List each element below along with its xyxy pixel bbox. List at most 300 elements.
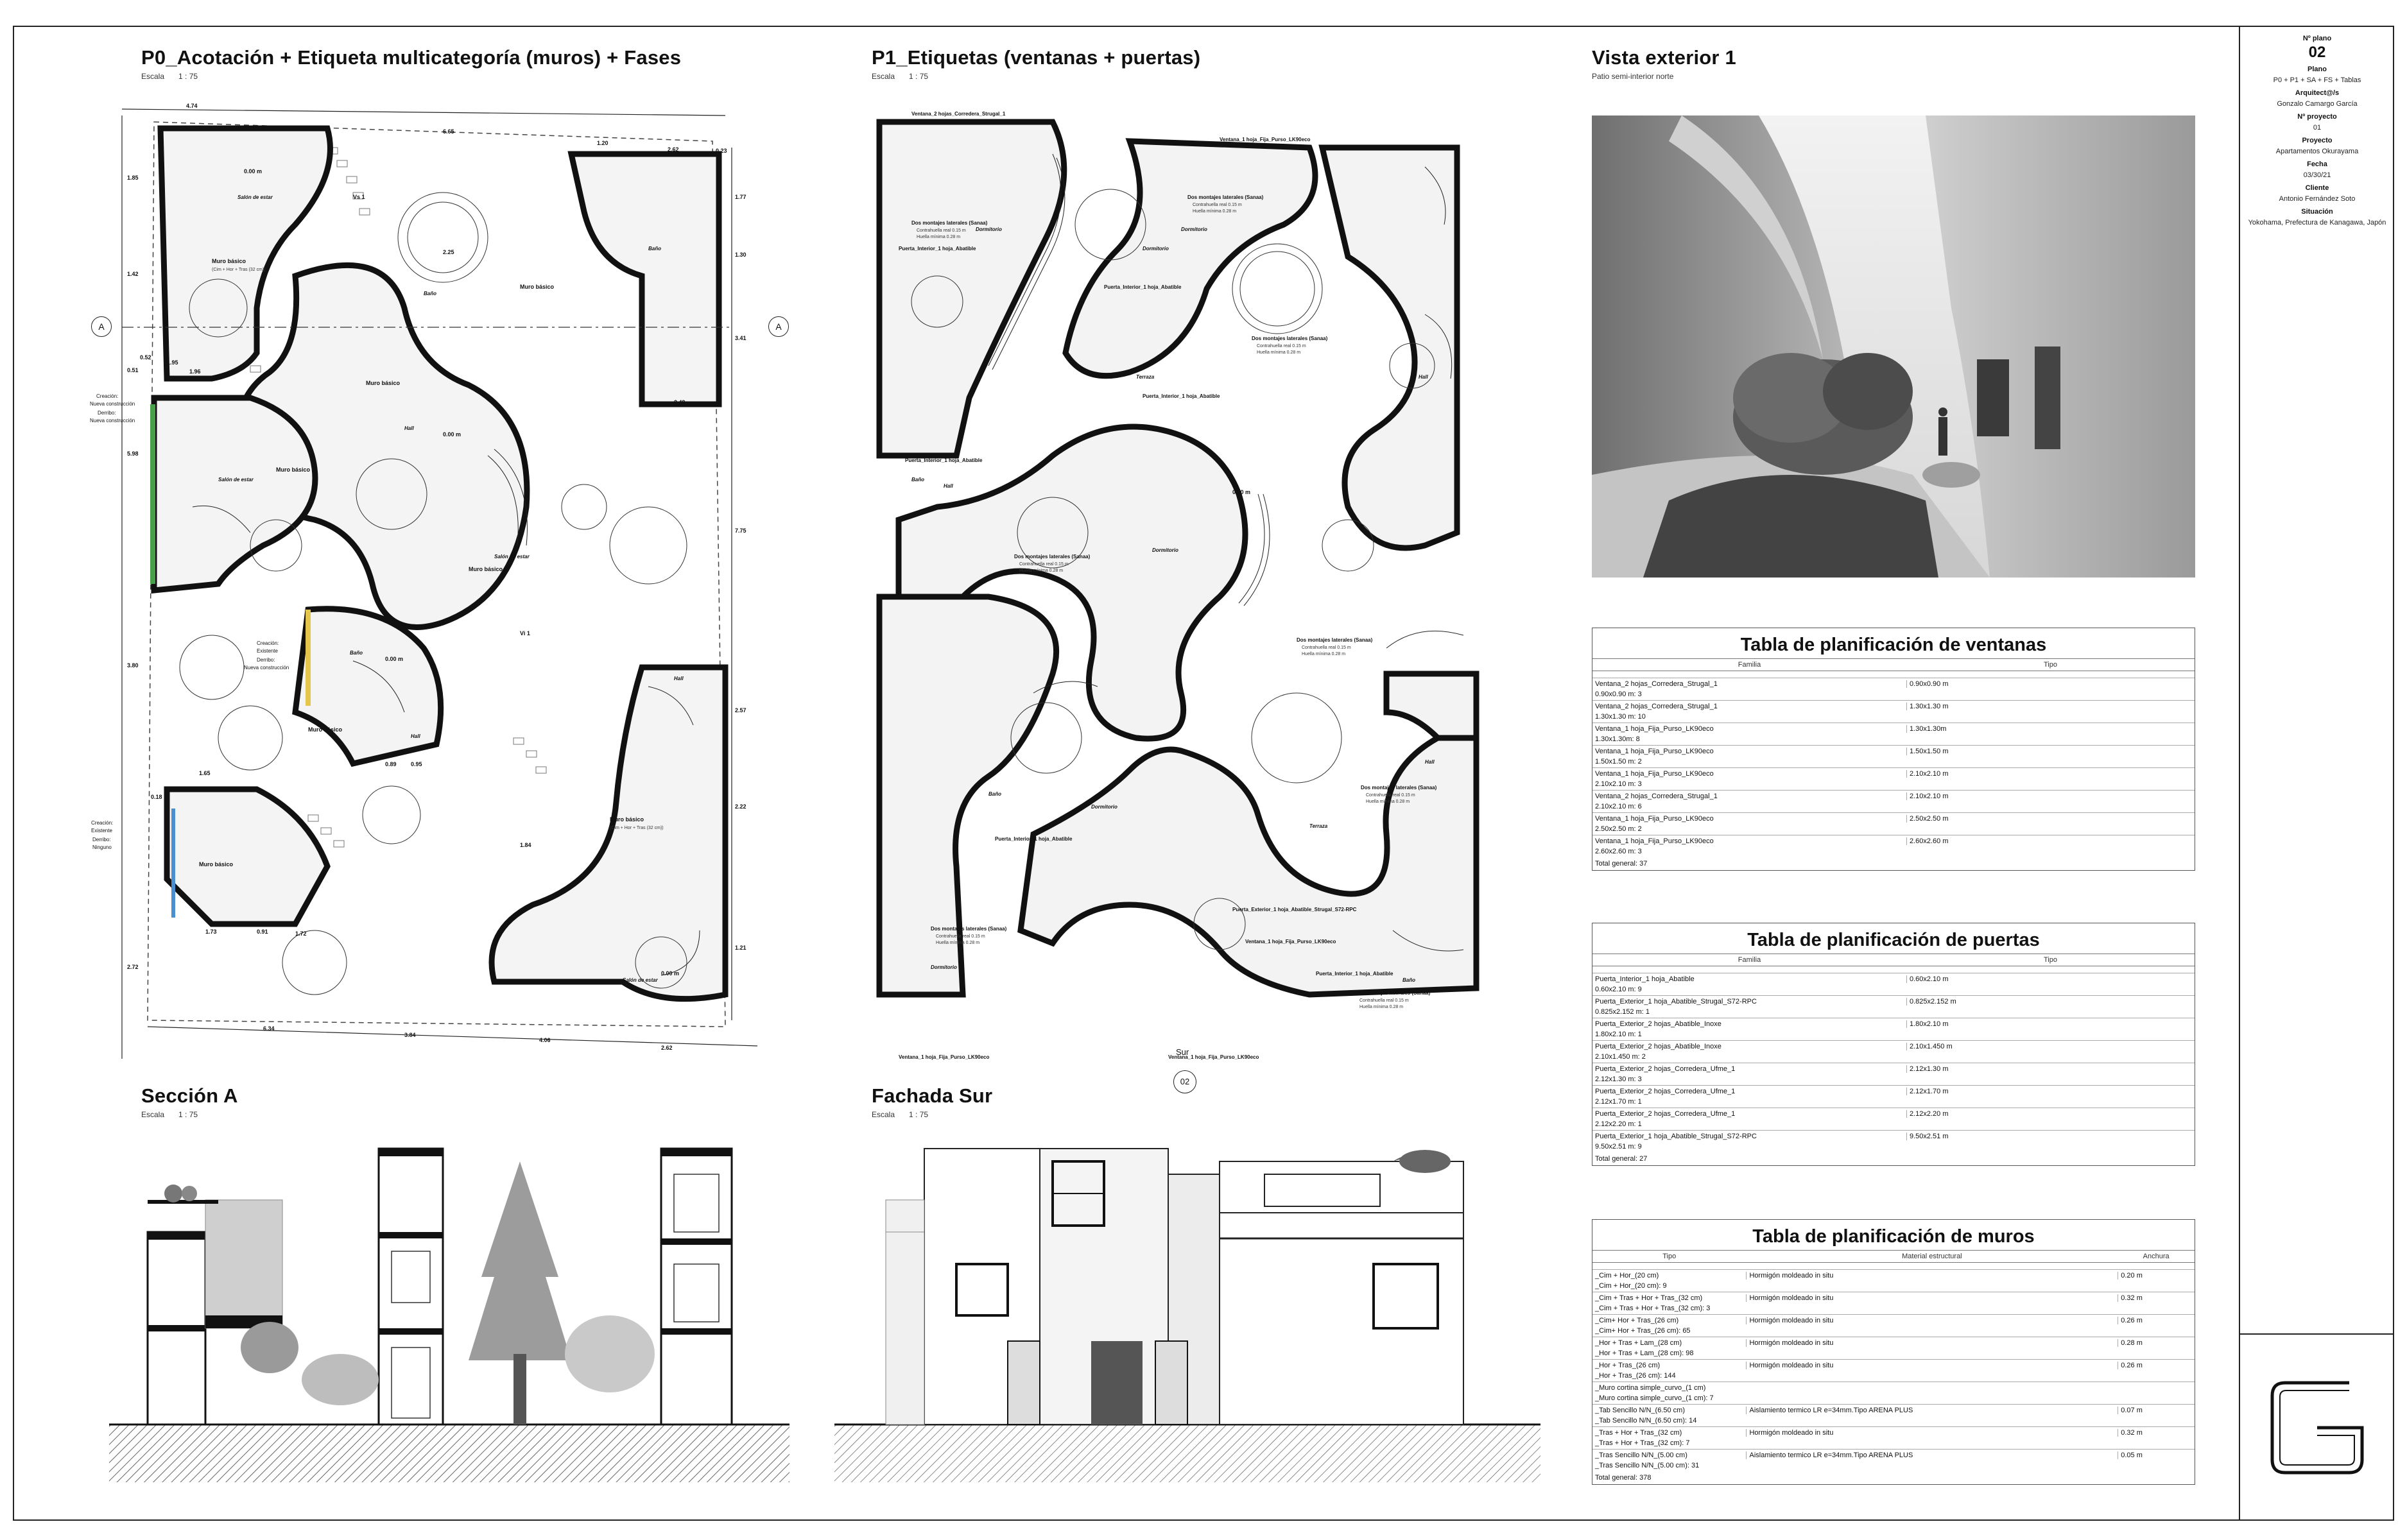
muros-cell-material: Hormigón moldeado in situ [1746,1272,2118,1279]
p1-stair-sub-7a: Contrahuella real 0.15 m [936,934,985,939]
section-marker-right[interactable]: A [768,316,789,337]
p0-dim: 4.74 [186,103,198,109]
muros-row [1592,1382,2195,1393]
tb-situacion-value: Yokohama, Prefectura de Kanagawa, Japón [2248,219,2386,227]
p0-dim: 3.41 [735,335,746,341]
p0-dim: 2.25 [443,249,454,255]
p1-header [872,46,1200,81]
p0-scale-label: Escala [141,72,165,81]
p0-dim: 3.80 [127,662,139,669]
p0-dim: 0.95 [411,761,422,767]
seccion-scale [141,1110,238,1119]
ventanas-group-count: 2.10x2.10 m: 6 [1595,803,1642,810]
p0-dim: 1.30 [735,252,746,258]
ventanas-cell-tipo: 1.50x1.50 m [1906,748,2195,755]
muros-group-count: _Tab Sencillo N/N_(6.50 cm): 14 [1595,1417,1697,1425]
p0-dim: 0.91 [257,928,268,935]
puertas-row [1592,1063,2195,1074]
puertas-group-count: 9.50x2.51 m: 9 [1595,1143,1642,1151]
p1-room-bano-1: Baño [911,477,924,483]
ventanas-row [1592,745,2195,757]
vista-title: Vista exterior 1 [1592,46,1736,69]
p1-door-tag-3: Puerta_Interior_1 hoja_Abatible [1143,393,1220,399]
ventanas-group-count: 2.10x2.10 m: 3 [1595,780,1642,788]
p0-level-1: 0.00 m [244,168,263,175]
p1-window-tag-5: Ventana_1 hoja_Fija_Purso_LK90eco [899,1054,990,1060]
muros-cell-tipo: _Tras Sencillo N/N_(5.00 cm) [1595,1451,1687,1459]
muros-group-count: _Hor + Tras + Lam_(28 cm): 98 [1595,1349,1694,1357]
puertas-row [1592,1108,2195,1119]
ventanas-row [1592,767,2195,779]
p1-stair-sub-7b: Huella mínima 0.28 m [936,941,980,945]
p0-dim: 7.75 [735,527,746,534]
p1-stair-tag-3: Dos montajes laterales (Sanaa) [1252,336,1328,341]
p0-dim: 2.49 [674,399,686,406]
seccion-scale-value: 1 : 75 [178,1110,198,1119]
ventanas-cell-familia: Ventana_1 hoja_Fija_Purso_LK90eco [1595,837,1714,845]
muros-cell-tipo: _Tras + Hor + Tras_(32 cm) [1595,1428,1682,1437]
p0-room-hall-2: Hall [674,676,684,681]
p1-room-hall-1: Hall [944,483,953,489]
puertas-row [1592,1040,2195,1052]
studio-logo-icon [2240,1333,2394,1521]
p0-title: P0_Acotación + Etiqueta multicategoría (muros) + Fases [141,46,682,69]
p1-stair-tag-5: Dos montajes laterales (Sanaa) [1297,637,1373,643]
muros-cell-material: Hormigón moldeado in situ [1746,1429,2118,1437]
p1-stair-sub-2b: Huella mínima 0.28 m [1193,209,1237,214]
muros-group-count: _Tras Sencillo N/N_(5.00 cm): 31 [1595,1462,1700,1469]
puertas-col-familia: Familia [1738,956,1761,964]
p0-phase-creacion-2: Creación: [257,640,279,646]
ventanas-group-count: 1.30x1.30 m: 10 [1595,713,1646,721]
muros-cell-anchura: 0.32 m [2118,1429,2195,1437]
muros-total: Total general: 378 [1595,1474,1652,1482]
p1-room-hall-3: Hall [1425,759,1435,765]
puertas-cell-tipo: 2.12x2.20 m [1906,1110,2195,1118]
p0-level-3: 0.00 m [385,656,404,662]
p1-stair-sub-3b: Huella mínima 0.28 m [1257,350,1301,355]
p0-dim: 0.89 [385,761,397,767]
muros-cell-anchura: 0.32 m [2118,1294,2195,1302]
p0-dim: 1.42 [127,271,139,277]
muros-group-count: _Muro cortina simple_curvo_(1 cm): 7 [1595,1394,1714,1402]
p1-stair-sub-5a: Contrahuella real 0.15 m [1302,646,1351,650]
puertas-row [1592,1085,2195,1097]
p0-room-salon-3: Salón de estar [494,554,530,560]
ventanas-row [1592,700,2195,712]
ventanas-row [1592,678,2195,689]
muros-row [1592,1404,2195,1416]
p1-door-tag-4: Puerta_Interior_1 hoja_Abatible [905,458,983,463]
p0-dim: 0.18 [151,794,162,800]
seccion-header [141,1084,238,1119]
p1-room-terraza-1: Terraza [1136,374,1155,380]
ventanas-cell-familia: Ventana_1 hoja_Fija_Purso_LK90eco [1595,724,1714,733]
ventanas-schedule [1592,628,2195,871]
p0-phase-creacion-1: Creación: [96,393,119,399]
puertas-cell-familia: Puerta_Exterior_2 hojas_Abatible_Inoxe [1595,1042,1721,1050]
vista-subtitle: Patio semi-interior norte [1592,72,1674,81]
p0-phase-creacion-1-val: Nueva construcción [90,401,135,407]
p0-room-bano-3: Baño [350,650,363,656]
muros-group-count: _Cim + Hor_(20 cm): 9 [1595,1282,1667,1290]
p1-level: 0.00 m [1232,489,1251,495]
p0-dim: 2.22 [735,803,746,810]
ventanas-group-count: 1.50x1.50 m: 2 [1595,758,1642,766]
p0-phase-derribo-1: Derribo: [98,410,116,416]
p1-stair-sub-1b: Huella mínima 0.28 m [917,235,961,239]
muros-group-count: _Cim + Tras + Hor + Tras_(32 cm): 3 [1595,1305,1711,1312]
ventanas-cell-tipo: 2.10x2.10 m [1906,792,2195,800]
p1-door-tag-1: Puerta_Interior_1 hoja_Abatible [899,246,976,252]
p0-dim: 1.20 [597,140,608,146]
muros-cell-material: Hormigón moldeado in situ [1746,1317,2118,1324]
p0-dim: 0.23 [716,148,727,154]
p0-wall-sub-2: (Cim + Hor + Tras (32 cm)) [610,826,664,830]
p1-door-tag-7: Puerta_Exterior_1 hoja_Abatible_Strugal_S72-RPC [1232,907,1357,912]
puertas-schedule-title: Tabla de planificación de puertas [1592,923,2195,954]
puertas-cell-familia: Puerta_Exterior_2 hojas_Corredera_Ufme_1 [1595,1109,1736,1118]
p0-phase-creacion-2-val: Existente [257,648,278,654]
p1-room-dormitorio-2: Dormitorio [1181,227,1207,232]
puertas-cell-familia: Puerta_Exterior_1 hoja_Abatible_Strugal_S72-RPC [1595,997,1757,1005]
p0-dim: 0.52 [140,354,151,361]
muros-cell-material: Aislamiento termico LR e=34mm.Tipo ARENA PLUS [1746,1451,2118,1459]
muros-schedule-body [1592,1269,2195,1471]
puertas-cell-tipo: 0.825x2.152 m [1906,998,2195,1005]
p0-dim: 1.95 [167,359,178,366]
p0-dim: 3.84 [404,1032,416,1038]
ventanas-schedule-title: Tabla de planificación de ventanas [1592,628,2195,659]
p1-stair-tag-1: Dos montajes laterales (Sanaa) [911,220,988,226]
p1-stair-sub-4a: Contrahuella real 0.15 m [1019,562,1069,567]
p0-wall-tag-2: Muro básico [366,380,401,386]
ventanas-cell-familia: Ventana_2 hojas_Corredera_Strugal_1 [1595,680,1718,688]
muros-cell-anchura: 0.28 m [2118,1339,2195,1347]
ventanas-cell-familia: Ventana_1 hoja_Fija_Purso_LK90eco [1595,814,1714,823]
ventanas-total: Total general: 37 [1595,860,1648,868]
p0-phase-derribo-3-val: Ninguno [92,844,112,850]
p0-room-salon-1: Salón de estar [237,194,273,200]
muros-col-material: Material estructural [1902,1253,1962,1260]
ventanas-row [1592,835,2195,846]
p0-door-tag-2: Vi 1 [520,630,530,637]
p1-stair-sub-6b: Huella mínima 0.28 m [1366,800,1410,804]
p0-scale-value: 1 : 75 [178,72,198,81]
muros-cell-material: Hormigón moldeado in situ [1746,1294,2118,1302]
p1-room-terraza-2: Terraza [1309,823,1328,829]
tb-plano-name-value: P0 + P1 + SA + FS + Tablas [2273,76,2361,84]
p1-room-hall-2: Hall [1419,374,1428,380]
p1-plan-drawing [860,96,1502,1072]
muros-col-anchura: Anchura [2143,1253,2170,1260]
p1-scale-label: Escala [872,72,895,81]
muros-cell-material: Aislamiento termico LR e=34mm.Tipo ARENA PLUS [1746,1407,2118,1414]
tb-situacion-label: Situación [2301,208,2333,216]
ventanas-cell-tipo: 0.90x0.90 m [1906,680,2195,688]
muros-cell-anchura: 0.05 m [2118,1451,2195,1459]
ventanas-schedule-body [1592,678,2195,857]
tb-plano-value: 02 [2308,44,2326,61]
puertas-row [1592,1018,2195,1029]
p1-room-bano-2: Baño [1402,977,1415,983]
p0-dim: 4.06 [539,1037,551,1043]
p1-scale [872,72,1200,81]
muros-row [1592,1314,2195,1326]
p0-room-salon-4: Salón de estar [623,977,658,983]
p0-room-salon-2: Salón de estar [218,477,254,483]
muros-cell-anchura: 0.20 m [2118,1272,2195,1279]
p0-phase-derribo-2-val: Nueva construcción [244,665,289,671]
p0-phase-derribo-2: Derribo: [257,657,275,663]
tb-proyecto-num-label: Nº proyecto [2297,113,2337,121]
muros-cell-material: Hormigón moldeado in situ [1746,1339,2118,1347]
p0-dim: 0.51 [127,367,139,373]
puertas-cell-tipo: 9.50x2.51 m [1906,1133,2195,1140]
p0-room-bano-1: Baño [424,291,436,296]
muros-schedule [1592,1219,2195,1485]
seccion-drawing [109,1136,789,1482]
p0-door-tag-1: Vs 1 [353,194,365,200]
p0-dim: 1.21 [735,945,746,951]
muros-col-tipo: Tipo [1662,1253,1677,1260]
p0-wall-tag-7: Muro básico [610,816,644,823]
muros-cell-tipo: _Hor + Tras_(26 cm) [1595,1361,1661,1369]
ventanas-row [1592,790,2195,801]
muros-cell-anchura: 0.26 m [2118,1317,2195,1324]
p1-room-bano-3: Baño [988,791,1001,797]
puertas-cell-familia: Puerta_Exterior_1 hoja_Abatible_Strugal_S72-RPC [1595,1132,1757,1140]
ventanas-cell-familia: Ventana_1 hoja_Fija_Purso_LK90eco [1595,747,1714,755]
p1-stair-sub-6a: Contrahuella real 0.15 m [1366,793,1415,798]
fachada-scale [872,1110,992,1119]
muros-cell-tipo: _Cim+ Hor + Tras_(26 cm) [1595,1316,1679,1324]
ventanas-schedule-header [1592,659,2195,671]
muros-cell-tipo: _Hor + Tras + Lam_(28 cm) [1595,1339,1682,1347]
p0-dim: 1.84 [520,842,531,848]
vista-header [1592,46,1736,81]
p1-room-dormitorio-1: Dormitorio [1143,246,1169,252]
p0-wall-tag-6: Muro básico [308,726,343,733]
ventanas-cell-tipo: 2.60x2.60 m [1906,837,2195,845]
p0-wall-sub-1: (Cim + Hor + Tras (32 cm)) [212,268,266,272]
muros-cell-tipo: _Cim + Tras + Hor + Tras_(32 cm) [1595,1294,1703,1302]
puertas-cell-familia: Puerta_Interior_1 hoja_Abatible [1595,975,1695,983]
section-marker-left[interactable]: A [91,316,112,337]
p0-dim: 1.85 [127,175,139,181]
p0-level-4: 0.00 m [661,970,680,977]
ventanas-cell-tipo: 2.10x2.10 m [1906,770,2195,778]
muros-cell-tipo: _Muro cortina simple_curvo_(1 cm) [1595,1383,1706,1392]
p1-window-tag-4: Ventana_1 hoja_Fija_Purso_LK90eco [1168,1054,1259,1060]
muros-row [1592,1269,2195,1281]
tb-proyecto-label: Proyecto [2302,137,2333,144]
p0-level-2: 0.00 m [443,431,462,438]
fachada-drawing [834,1136,1540,1482]
p1-room-dormitorio-5: Dormitorio [1091,804,1117,810]
muros-group-count: _Hor + Tras_(26 cm): 144 [1595,1372,1676,1380]
puertas-cell-tipo: 0.60x2.10 m [1906,975,2195,983]
puertas-cell-familia: Puerta_Exterior_2 hojas_Abatible_Inoxe [1595,1020,1721,1028]
p1-stair-sub-4b: Huella mínima 0.28 m [1019,569,1064,573]
p0-room-hall-1: Hall [411,733,420,739]
p1-scale-value: 1 : 75 [909,72,929,81]
p0-dim: 1.65 [199,770,211,776]
tb-arquitecto-label: Arquitect@/s [2295,89,2340,97]
tb-fecha-label: Fecha [2307,160,2327,168]
p0-scale [141,72,681,81]
p0-dim: 1.77 [735,194,746,200]
p0-wall-tag-5: Muro básico [469,566,503,572]
p0-dim: 1.96 [189,368,201,375]
p0-room-bano-2: Baño [648,246,661,252]
p0-phase-creacion-3-val: Existente [91,828,112,834]
tb-plano-label: Nº plano [2302,35,2332,42]
puertas-cell-tipo: 2.10x1.450 m [1906,1043,2195,1050]
puertas-schedule-body [1592,973,2195,1152]
p1-door-tag-2: Puerta_Interior_1 hoja_Abatible [1104,284,1182,290]
tb-cliente-label: Cliente [2305,184,2329,192]
puertas-total: Total general: 27 [1595,1155,1648,1163]
puertas-group-count: 0.60x2.10 m: 9 [1595,986,1642,993]
seccion-scale-label: Escala [141,1110,165,1119]
p1-door-tag-5: Puerta_Interior_1 hoja_Abatible [995,836,1073,842]
puertas-schedule [1592,923,2195,1166]
puertas-cell-tipo: 2.12x1.70 m [1906,1088,2195,1095]
puertas-group-count: 1.80x2.10 m: 1 [1595,1031,1642,1038]
fachada-header [872,1084,992,1119]
muros-cell-anchura: 0.26 m [2118,1362,2195,1369]
puertas-group-count: 2.10x1.450 m: 2 [1595,1053,1646,1061]
puertas-group-count: 2.12x1.30 m: 3 [1595,1075,1642,1083]
tb-fecha-value: 03/30/21 [2303,171,2331,179]
p0-wall-tag-3: Muro básico [520,284,555,290]
p1-window-tag-3: Ventana_1 hoja_Fija_Purso_LK90eco [1245,939,1336,945]
p0-phase-creacion-3: Creación: [91,820,114,826]
puertas-group-count: 0.825x2.152 m: 1 [1595,1008,1650,1016]
p1-stair-tag-2: Dos montajes laterales (Sanaa) [1187,194,1264,200]
p1-stair-sub-5b: Huella mínima 0.28 m [1302,652,1346,656]
p1-stair-sub-3a: Contrahuella real 0.15 m [1257,344,1306,348]
muros-row [1592,1359,2195,1371]
puertas-row [1592,995,2195,1007]
ventanas-cell-familia: Ventana_2 hojas_Corredera_Strugal_1 [1595,792,1718,800]
ventanas-group-count: 2.50x2.50 m: 2 [1595,825,1642,833]
p0-room-hall-3: Hall [404,425,414,431]
exterior-render-image [1592,116,2195,578]
ventanas-cell-familia: Ventana_1 hoja_Fija_Purso_LK90eco [1595,769,1714,778]
p1-stair-tag-6: Dos montajes laterales (Sanaa) [1361,785,1437,791]
tb-arquitecto-value: Gonzalo Camargo García [2277,100,2358,108]
p0-dim: 2.72 [127,964,139,970]
seccion-title: Sección A [141,1084,238,1107]
p0-phase-derribo-3: Derribo: [92,837,111,843]
muros-row [1592,1449,2195,1460]
tb-plano-name-label: Plano [2308,65,2327,73]
muros-schedule-header [1592,1251,2195,1263]
p1-stair-sub-8b: Huella mínima 0.28 m [1359,1005,1404,1009]
p1-stair-tag-4: Dos montajes laterales (Sanaa) [1014,554,1091,560]
puertas-cell-tipo: 2.12x1.30 m [1906,1065,2195,1073]
p1-window-tag-2: Ventana_1 hoja_Fija_Purso_LK90eco [1220,137,1311,142]
muros-row [1592,1337,2195,1348]
p0-wall-tag-1: Muro básico [212,258,246,264]
puertas-cell-familia: Puerta_Exterior_2 hojas_Corredera_Ufme_1 [1595,1087,1736,1095]
fachada-title: Fachada Sur [872,1084,993,1107]
ventanas-row [1592,723,2195,734]
p1-stair-tag-8: Dos montajes laterales (Sanaa) [1354,990,1431,996]
p0-dim: 5.98 [127,450,139,457]
p1-room-dormitorio-6: Dormitorio [931,964,957,970]
p0-wall-tag-8: Muro básico [199,861,234,868]
muros-group-count: _Cim+ Hor + Tras_(26 cm): 65 [1595,1327,1691,1335]
ventanas-cell-familia: Ventana_2 hojas_Corredera_Strugal_1 [1595,702,1718,710]
tb-cliente-value: Antonio Fernández Soto [2279,195,2356,203]
sur-label: Sur [1176,1047,1189,1057]
ventanas-cell-tipo: 2.50x2.50 m [1906,815,2195,823]
puertas-group-count: 2.12x1.70 m: 1 [1595,1098,1642,1106]
muros-cell-tipo: _Cim + Hor_(20 cm) [1595,1271,1659,1279]
p0-dim: 1.72 [295,930,307,937]
fachada-scale-value: 1 : 75 [909,1110,929,1119]
ventanas-col-tipo: Tipo [2043,661,2057,669]
p1-room-dormitorio-3: Dormitorio [976,227,1002,232]
p1-window-tag-1: Ventana_2 hojas_Corredera_Strugal_1 [911,111,1006,117]
p0-dim: 2.62 [661,1045,673,1051]
p0-header [141,46,681,81]
tb-proyecto-num-value: 01 [2313,124,2322,132]
p1-room-dormitorio-4: Dormitorio [1152,547,1178,553]
muros-row [1592,1292,2195,1303]
p0-dim: 1.73 [205,928,217,935]
tb-proyecto-value: Apartamentos Okurayama [2275,148,2359,155]
puertas-col-tipo: Tipo [2043,956,2057,964]
puertas-row [1592,1130,2195,1142]
p0-dim: 2.57 [735,707,746,714]
p0-phase-derribo-1-val: Nueva construcción [90,418,135,424]
muros-cell-anchura: 0.07 m [2118,1407,2195,1414]
muros-group-count: _Tras + Hor + Tras_(32 cm): 7 [1595,1439,1690,1447]
muros-schedule-title: Tabla de planificación de muros [1592,1220,2195,1251]
puertas-cell-familia: Puerta_Exterior_2 hojas_Corredera_Ufme_1 [1595,1065,1736,1073]
p1-door-tag-6: Puerta_Interior_1 hoja_Abatible [1316,971,1393,977]
p0-dim: 6.65 [443,128,454,135]
ventanas-cell-tipo: 1.30x1.30 m [1906,703,2195,710]
p0-dim: 2.62 [668,146,679,153]
ventanas-col-familia: Familia [1738,661,1761,669]
sur-marker[interactable]: 02 [1173,1070,1196,1093]
p0-plan-drawing [83,96,789,1059]
muros-cell-tipo: _Tab Sencillo N/N_(6.50 cm) [1595,1406,1686,1414]
p1-title: P1_Etiquetas (ventanas + puertas) [872,46,1201,69]
muros-cell-material: Hormigón moldeado in situ [1746,1362,2118,1369]
puertas-cell-tipo: 1.80x2.10 m [1906,1020,2195,1028]
p0-dim: 6.34 [263,1025,275,1032]
p1-stair-sub-2a: Contrahuella real 0.15 m [1193,203,1242,207]
p1-stair-sub-8a: Contrahuella real 0.15 m [1359,998,1409,1003]
puertas-schedule-header [1592,954,2195,966]
ventanas-group-count: 0.90x0.90 m: 3 [1595,690,1642,698]
ventanas-row [1592,812,2195,824]
muros-row [1592,1426,2195,1438]
ventanas-group-count: 1.30x1.30m: 8 [1595,735,1640,743]
p1-stair-tag-7: Dos montajes laterales (Sanaa) [931,926,1007,932]
ventanas-cell-tipo: 1.30x1.30m [1906,725,2195,733]
puertas-group-count: 2.12x2.20 m: 1 [1595,1120,1642,1128]
p1-stair-sub-1a: Contrahuella real 0.15 m [917,228,966,233]
fachada-scale-label: Escala [872,1110,895,1119]
ventanas-group-count: 2.60x2.60 m: 3 [1595,848,1642,855]
